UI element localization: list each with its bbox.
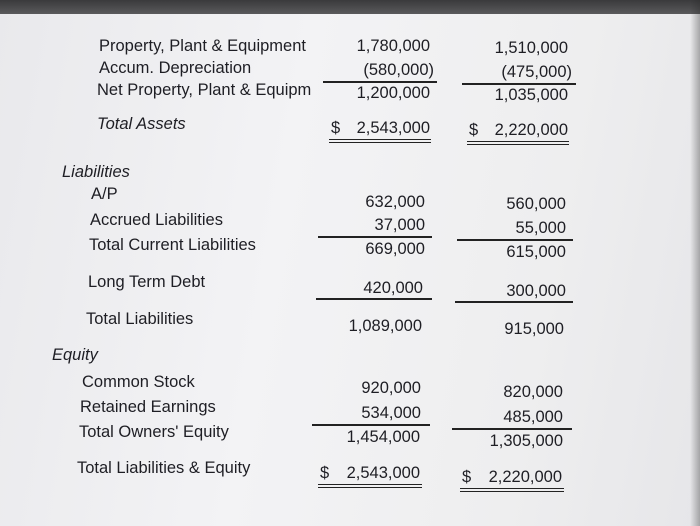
ap-year2: 560,000 bbox=[506, 195, 566, 213]
total-double-rule bbox=[318, 484, 422, 488]
total-liabilities-label: Total Liabilities bbox=[86, 310, 194, 328]
total-current-liabilities-label: Total Current Liabilities bbox=[89, 236, 256, 254]
net-ppe-year2: 1,035,000 bbox=[494, 86, 568, 104]
total-owners-equity-label: Total Owners' Equity bbox=[79, 423, 229, 441]
common-stock-year1: 920,000 bbox=[361, 379, 421, 397]
accrued-label: Accrued Liabilities bbox=[90, 211, 223, 229]
ppe-year2: 1,510,000 bbox=[494, 39, 568, 57]
screen-edge bbox=[690, 0, 700, 526]
total-liabilities-equity-label: Total Liabilities & Equity bbox=[77, 459, 251, 477]
total-liabilities-year2: 915,000 bbox=[504, 320, 564, 338]
ppe-year1: 1,780,000 bbox=[356, 37, 430, 55]
common-stock-year2: 820,000 bbox=[503, 383, 563, 401]
ppe-label: Property, Plant & Equipment bbox=[99, 37, 306, 55]
total-current-liabilities-year1: 669,000 bbox=[365, 240, 425, 258]
dollar-sign: $ bbox=[462, 468, 472, 486]
accum-dep-year1: (580,000) bbox=[363, 61, 434, 79]
net-ppe-label: Net Property, Plant & Equipm bbox=[97, 81, 312, 99]
total-owners-equity-year1: 1,454,000 bbox=[346, 428, 420, 446]
long-term-debt-year2: 300,000 bbox=[506, 282, 566, 300]
ap-year1: 632,000 bbox=[365, 193, 425, 211]
dollar-sign: $ bbox=[469, 121, 479, 139]
total-double-rule bbox=[467, 141, 569, 145]
total-assets-label: Total Assets bbox=[97, 115, 186, 133]
subtotal-rule bbox=[318, 236, 432, 238]
total-liabilities-equity-year1: 2,543,000 bbox=[346, 464, 420, 482]
dollar-sign: $ bbox=[331, 119, 341, 137]
accum-dep-label: Accum. Depreciation bbox=[99, 59, 252, 77]
total-liabilities-year1: 1,089,000 bbox=[348, 317, 422, 335]
retained-earnings-year1: 534,000 bbox=[361, 404, 421, 422]
accrued-year1: 37,000 bbox=[374, 216, 425, 234]
subtotal-rule bbox=[452, 428, 572, 430]
net-ppe-year1: 1,200,000 bbox=[356, 84, 430, 102]
total-double-rule bbox=[329, 139, 431, 143]
total-liabilities-equity-year2: 2,220,000 bbox=[488, 468, 562, 486]
total-double-rule bbox=[460, 488, 564, 492]
dollar-sign: $ bbox=[320, 464, 330, 482]
equity-heading: Equity bbox=[52, 346, 98, 364]
common-stock-label: Common Stock bbox=[82, 373, 195, 391]
accum-dep-year2: (475,000) bbox=[501, 63, 572, 81]
accrued-year2: 55,000 bbox=[515, 219, 566, 237]
liabilities-heading: Liabilities bbox=[62, 163, 130, 181]
long-term-debt-label: Long Term Debt bbox=[88, 273, 206, 291]
subtotal-rule bbox=[455, 301, 573, 303]
subtotal-rule bbox=[457, 239, 573, 241]
subtotal-rule bbox=[316, 298, 432, 300]
retained-earnings-label: Retained Earnings bbox=[80, 398, 216, 416]
ap-label: A/P bbox=[91, 185, 118, 203]
total-assets-year1: 2,543,000 bbox=[356, 119, 430, 137]
total-assets-year2: 2,220,000 bbox=[494, 121, 568, 139]
retained-earnings-year2: 485,000 bbox=[503, 408, 563, 426]
long-term-debt-year1: 420,000 bbox=[363, 279, 423, 297]
top-edge bbox=[0, 0, 700, 14]
total-current-liabilities-year2: 615,000 bbox=[506, 243, 566, 261]
total-owners-equity-year2: 1,305,000 bbox=[489, 432, 563, 450]
subtotal-rule bbox=[312, 424, 430, 426]
